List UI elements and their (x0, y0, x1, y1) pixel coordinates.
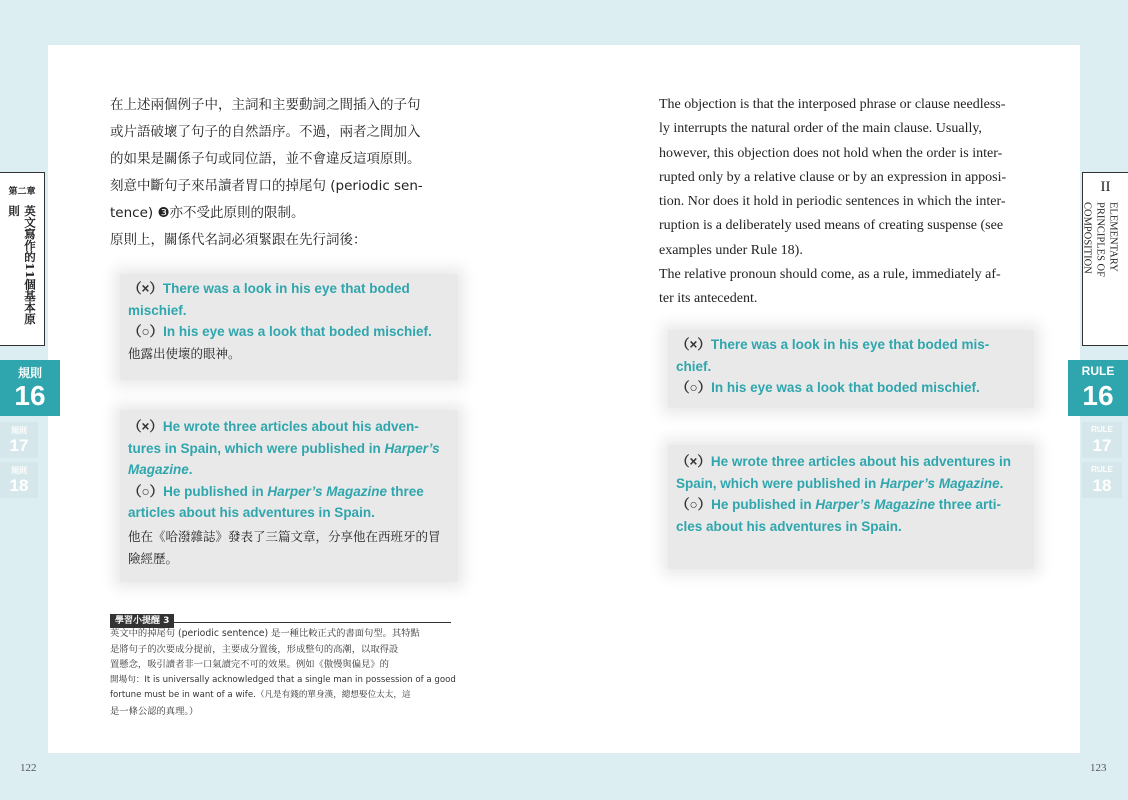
text-fragment: three arti- (934, 497, 1002, 512)
wrong-sentence-cont (128, 438, 450, 460)
text-fragment: He published in (711, 497, 816, 512)
body-line: examples under Rule 18). (659, 242, 803, 258)
text-fragment: He published in (163, 483, 268, 499)
page-number-right: 123 (1090, 762, 1107, 774)
example-box-1-left (120, 274, 458, 380)
wrong-mark: （×） (128, 281, 163, 296)
note-line: 是將句子的次要成分提前，主要成分置後，形成整句的高潮，以取得設 (110, 643, 399, 655)
right-sentence-cont: articles about his adventures in Spain. (128, 505, 375, 520)
body-line: tence) ❸亦不受此原則的限制。 (110, 205, 305, 221)
text-fragment: tures in Spain, which were published in (128, 440, 385, 456)
right-sentence: In his eye was a look that boded mischief. (711, 380, 980, 395)
example-box-2-right (668, 445, 1034, 569)
wrong-sentence-cont (676, 473, 1026, 495)
wrong-sentence-end (128, 459, 450, 481)
chapter-numeral: II (1100, 179, 1111, 195)
text-fragment: three (386, 483, 424, 499)
tab-number: 16 (14, 380, 46, 411)
wrong-sentence-cont: mischief. (128, 302, 187, 318)
tab-number: 18 (1092, 476, 1112, 495)
text-fragment: . (999, 475, 1004, 491)
example-box-2-left (120, 410, 458, 582)
tab-number: 17 (9, 436, 29, 455)
wrong-sentence: He wrote three articles about his adven- (162, 419, 419, 434)
note-label: 學習小提醒 3 (110, 614, 174, 628)
tab-number: 18 (9, 476, 29, 495)
example-box-1-right (668, 330, 1034, 408)
chapter-title: 英文寫作的11個基本原則 (7, 205, 37, 325)
chapter-tab-right (1082, 172, 1128, 346)
wrong-sentence-cont: chief. (676, 358, 712, 374)
tab-label: 規則 (17, 366, 42, 380)
right-mark: （○） (676, 380, 712, 395)
body-line: ter its antecedent. (659, 291, 758, 307)
note-line: 開場句：It is universally acknowledged that a single man in possession of a good (110, 674, 456, 685)
note-line: 英文中的掉尾句 (periodic sentence) 是一種比較正式的書面句型。其特點 (110, 628, 420, 639)
right-body-text (659, 93, 1039, 312)
body-line: The objection is that the interposed phrase or clause needless- (659, 97, 1006, 112)
tab-rule-17-left[interactable] (0, 422, 38, 458)
tab-number: 17 (1092, 436, 1112, 455)
left-body-text (110, 92, 455, 254)
right-mark: （○） (128, 324, 164, 339)
wrong-mark: （×） (676, 337, 711, 352)
translation: 險經歷。 (128, 550, 179, 566)
tab-rule-16-left[interactable] (0, 360, 60, 416)
italic-title: Harper’s Magazine (815, 497, 935, 512)
tab-rule-17-right[interactable] (1082, 422, 1122, 458)
body-line: 在上述兩個例子中，主詞和主要動詞之間插入的子句 (110, 97, 421, 113)
italic-title: Magazine (128, 462, 189, 477)
body-line: however, this objection does not hold when the order is inter- (659, 145, 1003, 161)
text-fragment: . (188, 462, 193, 477)
wrong-sentence: He wrote three articles about his adventures in (710, 454, 1011, 469)
page-number-left: 122 (20, 762, 37, 774)
tab-label: RULE (1091, 465, 1113, 474)
right-mark: （○） (128, 483, 164, 499)
body-line: 原則上，關係代名詞必須緊跟在先行詞後： (110, 232, 367, 248)
tab-rule-16-right[interactable] (1068, 360, 1128, 416)
body-line: ly interrupts the natural order of the main clause. Usually, (659, 121, 982, 137)
tab-rule-18-left[interactable] (0, 462, 38, 498)
italic-title: Harper’s Magazine (267, 483, 387, 499)
body-line: ruption is a deliberately used means of creating suspense (see (659, 218, 1004, 234)
wrong-mark: （×） (128, 419, 163, 434)
body-line: The relative pronoun should come, as a rule, immediately af- (659, 267, 1001, 283)
chapter-label: 第二章 (8, 187, 36, 197)
wrong-sentence: There was a look in his eye that boded (162, 281, 410, 296)
note-line: 是一條公認的真理。） (110, 705, 199, 717)
body-line: tion. Nor does it hold in periodic sentences in which the inter- (659, 194, 1006, 210)
right-mark: （○） (676, 497, 712, 512)
note-line: 置懸念，吸引讀者非一口氣讀完不可的效果。例如《傲慢與偏見》的 (110, 659, 389, 670)
italic-title: Harper’s (384, 440, 440, 456)
tab-label: 規則 (11, 426, 27, 435)
translation: 他在《哈潑雜誌》發表了三篇文章，分享他在西班牙的冒 (128, 528, 441, 544)
tab-label: RULE (1081, 364, 1115, 378)
study-note (110, 608, 456, 719)
wrong-sentence: There was a look in his eye that boded mis- (710, 337, 990, 352)
translation: 他露出使壞的眼神。 (128, 345, 241, 361)
tab-rule-18-right[interactable] (1082, 462, 1122, 498)
right-sentence: In his eye was a look that boded mischief. (163, 324, 432, 339)
tab-label: 規則 (11, 466, 27, 475)
right-sentence-cont: cles about his adventures in Spain. (676, 518, 902, 534)
chapter-title: ELEMENTARY PRINCIPLES OF COMPOSITION (1081, 202, 1119, 277)
body-line: 刻意中斷句子來吊讀者胃口的掉尾句 (periodic sen- (110, 178, 423, 194)
tab-label: RULE (1091, 425, 1113, 434)
body-line: rupted only by a relative clause or by an expression in apposi- (659, 169, 1007, 185)
wrong-mark: （×） (676, 454, 711, 469)
chapter-tab-left (0, 172, 45, 346)
tab-number: 16 (1082, 380, 1114, 411)
italic-title: Harper’s Magazine (880, 475, 1000, 491)
body-line: 的如果是關係子句或同位語，並不會違反這項原則。 (110, 151, 421, 167)
body-line: 或片語破壞了句子的自然語序。不過，兩者之間加入 (110, 124, 421, 140)
text-fragment: Spain, which were published in (676, 475, 881, 491)
note-line: fortune must be in want of a wife.（凡是有錢的單身漢，總想娶位太太，這 (110, 690, 411, 700)
